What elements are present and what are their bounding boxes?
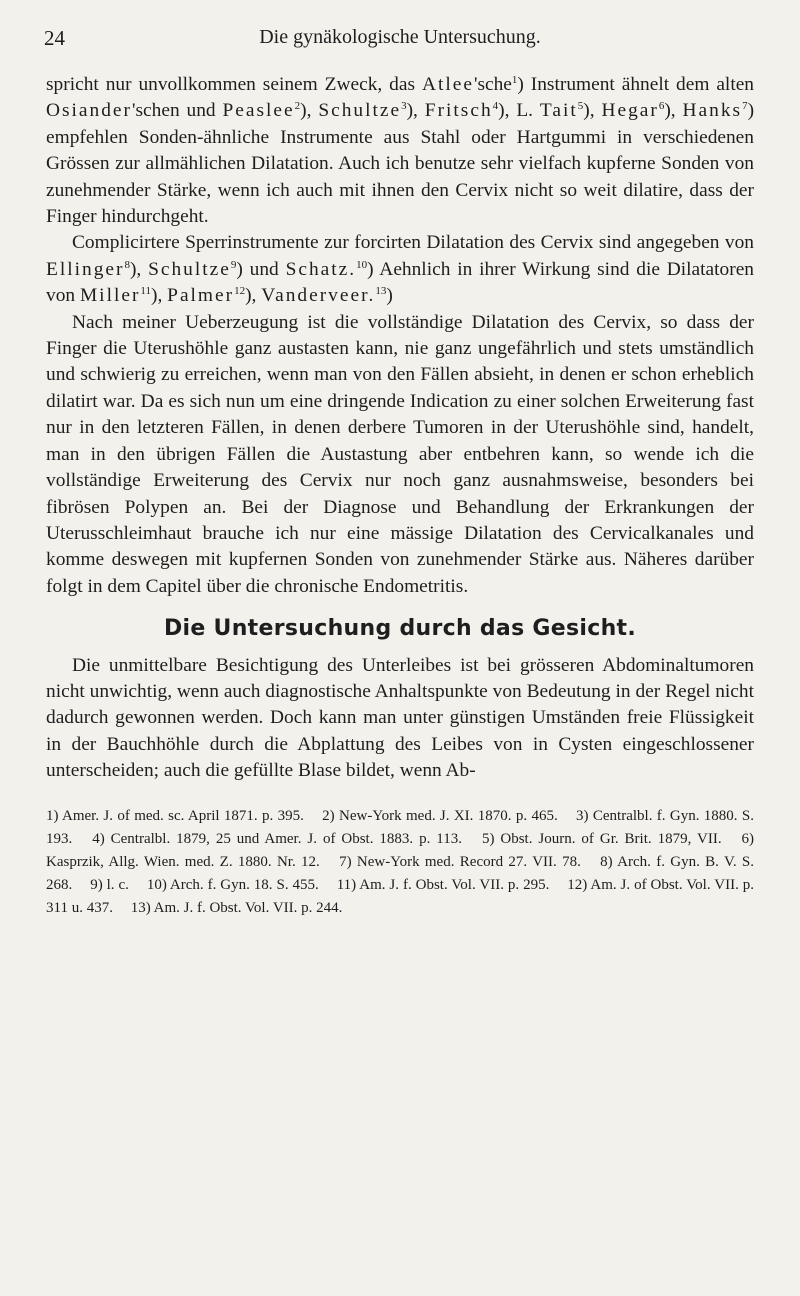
author-name: Schultze xyxy=(148,258,231,280)
footnote-ref: 6 xyxy=(658,100,665,113)
footnote-ref: 11 xyxy=(140,285,151,298)
section-heading: Die Untersuchung durch das Gesicht. xyxy=(163,616,637,642)
author-name: Peaslee xyxy=(222,100,295,122)
footnote: 5) Obst. Journ. of Gr. Brit. 1879, VII. xyxy=(481,830,722,847)
paragraph-1: spricht nur unvollkommen seinem Zweck, das Atlee'sche$^1$) Instrument ähnelt dem alten Osiander'schen und Peaslee$^2$), Schultze$^3$), Fritsch$^4$), L. Tait$^5$), Hegar$^6$), Hanks$^7$) empfehlen Sonden-ähnliche Instrumente aus Stahl oder Hartgummi in verschiedenen Grössen zur allmählichen Dilatation. Auch ich benutze sehr vielfach kupferne Sonden von zunehmender Stärke, wenn ich auch mit ihnen den Cervix nicht so weit dilatire, dass der Finger hindurchgeht. xyxy=(46,74,755,228)
main-text xyxy=(46,72,754,920)
footnote-ref: 13 xyxy=(375,285,387,298)
footnotes xyxy=(46,805,754,920)
footnote: 3) Centralbl. f. Gyn. 1880. S. 193. xyxy=(46,807,754,847)
paragraph-4: Die unmittelbare Besichtigung des Unterleibes ist bei grösseren Abdominaltumoren nicht unwichtig, wenn auch diagnostische Anhaltspunkte von Bedeutung in der Regel nicht dadurch gewonnen werden. Doch kann man unter günstigen Umständen freie Flüssigkeit in der Bauchhöhle durch die Abplattung des Leibes von in Cysten eingeschlossener unterscheiden; auch die gefüllte Blase bildet, wenn Ab- xyxy=(46,654,754,782)
footnote: 6) Kasprzik, Allg. Wien. med. Z. 1880. Nr. 12. xyxy=(46,830,755,870)
footnote: 4) Centralbl. 1879, 25 und Amer. J. of Obst. 1883. p. 113. xyxy=(92,830,462,847)
author-name: Fritsch xyxy=(424,100,493,122)
footnote: 2) New-York med. J. XI. 1870. p. 465. xyxy=(322,807,558,824)
author-name: Tait xyxy=(539,100,578,122)
footnote: 9) l. c. xyxy=(90,876,129,893)
author-name: Atlee xyxy=(421,74,474,95)
footnote-ref: 2 xyxy=(294,100,301,113)
author-name: Schatz. xyxy=(285,258,357,280)
footnote-ref: 9 xyxy=(230,258,237,271)
author-name: Vanderveer. xyxy=(261,285,376,307)
footnote: 1) Amer. J. of med. sc. April 1871. p. 395. xyxy=(46,807,304,824)
footnote-ref: 4 xyxy=(492,100,499,113)
author-name: Miller xyxy=(79,285,141,307)
footnote: 12) Am. J. of Obst. Vol. VII. p. 311 u. 437. xyxy=(46,876,755,916)
footnote: 13) Am. J. f. Obst. Vol. VII. p. 244. xyxy=(130,899,343,916)
paragraph-2: Complicirtere Sperrinstrumente zur forcirten Dilatation des Cervix sind angegeben von Ellinger$^8$), Schultze$^9$) und Schatz.$^{10}$) Aehnlich in ihrer Wirkung sind die Dilatatoren von Miller$^{11}$), Palmer$^{12}$), Vanderveer.$^{13}$) xyxy=(46,232,754,307)
author-name: Palmer xyxy=(167,285,235,307)
author-name: Ellinger xyxy=(46,258,125,280)
footnote-ref: 8 xyxy=(124,258,130,271)
footnote-ref: 12 xyxy=(234,285,246,298)
author-name: Hegar xyxy=(601,100,659,122)
footnote: 7) New-York med. Record 27. VII. 78. xyxy=(339,853,581,870)
footnote: 8) Arch. f. Gyn. B. V. S. 268. xyxy=(46,853,755,893)
footnote-ref: 1 xyxy=(511,74,518,86)
footnote-ref: 3 xyxy=(401,100,407,113)
page-header xyxy=(44,20,756,50)
footnote-ref: 10 xyxy=(356,258,368,271)
footnote: 11) Am. J. f. Obst. Vol. VII. p. 295. xyxy=(336,876,550,893)
page-number: 24 xyxy=(44,26,65,50)
running-title: Die gynäkologische Untersuchung. xyxy=(259,26,541,48)
author-name: Osiander xyxy=(46,100,132,122)
paragraph-3: Nach meiner Ueberzeugung ist die vollständige Dilatation des Cervix, so dass der Finger die Uterushöhle ganz austasten kann, nie ganz ungefährlich und stets umständlich und schwierig zu erreichen, wenn man von den Fällen absieht, in denen er schon erheblich dilatirt war. Da es sich nun um eine dringende Indication zu einer solchen Erweiterung fast nur in den letzteren Fällen, in denen derbere Tumoren in der Uterushöhle sind, handelt, man in den übrigen Fällen die Austastung aber entbehren kann, so wende ich die vollständige Erweiterung des Cervix nur noch ganz ausnahmsweise, besonders bei fibrösen Polypen an. Bei der Diagnose und Behandlung der Erkrankungen der Uterusschleimhaut brauche ich nur eine mässige Dilatation des Cervicalkanales und komme deswegen mit kupfernen Sonden von zunehmender Stärke aus. Näheres darüber folgt in dem Capitel über die chronische Endometritis. xyxy=(46,311,754,597)
author-name: Hanks xyxy=(682,100,743,122)
footnote: 10) Arch. f. Gyn. 18. S. 455. xyxy=(146,876,319,893)
footnote-ref: 7 xyxy=(742,100,748,113)
author-name: Schultze xyxy=(318,100,402,122)
footnote-ref: 5 xyxy=(577,100,584,113)
